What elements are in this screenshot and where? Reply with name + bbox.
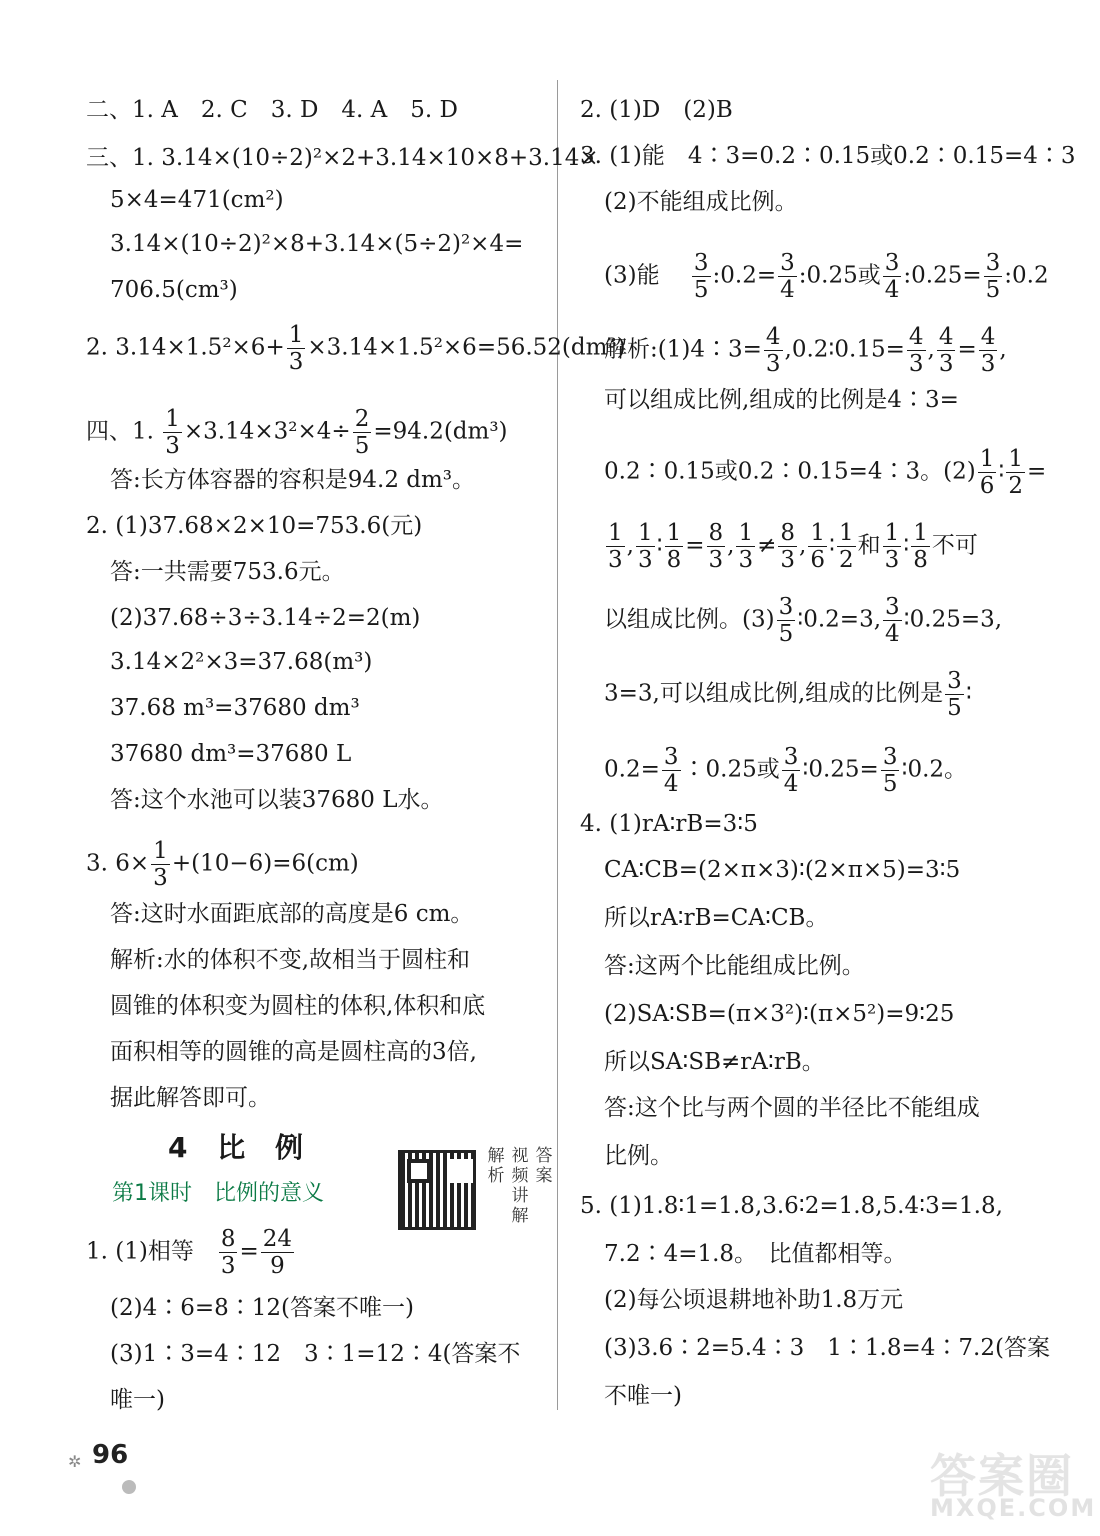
qr-caption-col: 解析 xyxy=(487,1146,505,1186)
denominator: 5 xyxy=(354,433,370,459)
denominator: 5 xyxy=(882,771,898,797)
answer-4-2-b: 答:一共需要753.6元。 xyxy=(110,559,345,585)
denominator: 3 xyxy=(738,547,754,573)
r-answer-3c: (3)能 $\frac{3}{5}$ :0.2= $\frac{3}{4}$ :0.25或 $\frac{3}{4}$ :0.25= $\frac{3}{5}$ :0.2 xyxy=(604,250,1049,303)
column-divider xyxy=(557,80,558,1410)
numerator: 1 xyxy=(884,520,900,546)
denominator: 2 xyxy=(838,547,854,573)
denominator: 5 xyxy=(985,277,1001,303)
section-title: 4 比 例 xyxy=(168,1131,313,1164)
denominator: 4 xyxy=(780,277,795,303)
r-answer-3a: 3. (1)能 4∶3=0.2∶0.15或0.2∶0.15=4∶3 xyxy=(580,143,1076,169)
answer-3-1-line1: 三、1. 3.14×(10÷2)²×2+3.14×10×8+3.14× xyxy=(86,145,599,171)
denominator: 4 xyxy=(663,771,679,797)
expr-part: 0.2= xyxy=(604,756,660,783)
denominator: 5 xyxy=(947,695,962,721)
fraction xyxy=(837,520,856,573)
fraction xyxy=(1006,446,1025,499)
expr-part: 四、1. xyxy=(86,418,162,445)
numerator: 1 xyxy=(608,520,623,546)
watermark-logo: 答案圈 xyxy=(930,1449,1074,1503)
fraction xyxy=(945,668,964,721)
expr-part: (3)能 xyxy=(604,262,660,289)
numerator: 3 xyxy=(884,250,900,276)
numerator: 1 xyxy=(666,520,682,546)
answer-3-2 xyxy=(86,322,626,375)
qr-caption-col: 视频讲解 xyxy=(511,1146,529,1226)
fraction xyxy=(979,324,998,377)
numerator: 4 xyxy=(938,324,954,350)
numerator: 3 xyxy=(947,668,962,694)
numerator: 1 xyxy=(165,406,180,432)
denominator: 3 xyxy=(708,547,724,573)
answer-4-3-reply: 答:这时水面距底部的高度是6 cm。 xyxy=(110,901,474,927)
fraction xyxy=(911,520,930,573)
numerator: 2 xyxy=(354,406,370,432)
fraction xyxy=(287,322,306,375)
answer-4-2-d: 3.14×2²×3=37.68(m³) xyxy=(110,649,373,675)
numerator: 3 xyxy=(780,250,795,276)
fraction xyxy=(883,250,902,303)
answer-section-2 xyxy=(86,96,458,124)
numerator: 1 xyxy=(810,520,825,546)
numerator: 8 xyxy=(780,520,796,546)
page-number: 96 xyxy=(92,1440,129,1470)
fraction xyxy=(606,520,625,573)
numerator: 1 xyxy=(153,838,168,864)
denominator: 3 xyxy=(980,351,996,377)
answer-4-2-a: 2. (1)37.68×2×10=753.6(元) xyxy=(86,513,423,539)
denominator: 3 xyxy=(938,351,954,377)
fraction xyxy=(261,1226,294,1279)
denominator: 3 xyxy=(288,349,304,375)
numerator: 8 xyxy=(220,1226,236,1252)
expr-part: 3. 6× xyxy=(86,850,150,877)
numerator: 3 xyxy=(663,744,679,770)
numerator: 4 xyxy=(765,324,781,350)
r-answer-4c: 所以rA∶rB=CA∶CB。 xyxy=(604,905,829,931)
r-analysis-3: 0.2∶0.15或0.2∶0.15=4∶3。(2) $\frac{1}{6}$ ∶ $\frac{1}{2}$ = xyxy=(604,446,1047,499)
fraction xyxy=(707,520,726,573)
analysis-line4: 据此解答即可。 xyxy=(110,1085,271,1111)
fraction xyxy=(881,744,900,797)
r-answer-5a: 5. (1)1.8∶1=1.8,3.6∶2=1.8,5.4∶3=1.8, xyxy=(580,1193,1003,1219)
q1-line2: (2)4∶6=8∶12(答案不唯一) xyxy=(110,1295,414,1321)
denominator: 4 xyxy=(885,621,900,647)
expr-part: 1. (1)相等 xyxy=(86,1238,217,1265)
lesson-title: 第1课时 比例的意义 xyxy=(112,1181,324,1206)
fraction xyxy=(163,406,182,459)
answer-4-2-g: 答:这个水池可以装37680 L水。 xyxy=(110,787,444,813)
denominator: 9 xyxy=(270,1253,285,1279)
expr-part: 3=3,可以组成比例,组成的比例是 xyxy=(604,680,944,707)
numerator: 3 xyxy=(778,594,794,620)
page-dot xyxy=(122,1480,136,1494)
analysis-line1: 解析:水的体积不变,故相当于圆柱和 xyxy=(110,947,471,973)
watermark-url: MXQE.COM xyxy=(930,1494,1097,1522)
r-analysis-7: 0.2= $\frac{3}{4}$ ∶0.25或 $\frac{3}{4}$ ∶0.25= $\frac{3}{5}$ ∶0.2。 xyxy=(604,744,968,797)
numerator: 1 xyxy=(1008,446,1023,472)
numerator: 24 xyxy=(262,1226,293,1252)
answer-3-1-line4: 706.5(cm³) xyxy=(110,277,238,303)
expr-part: = xyxy=(239,1238,259,1265)
q1-line3: (3)1∶3=4∶12 3∶1=12∶4(答案不 xyxy=(110,1341,521,1367)
q1-line4: 唯一) xyxy=(110,1387,165,1413)
fraction xyxy=(978,446,997,499)
denominator: 3 xyxy=(884,547,900,573)
numerator: 1 xyxy=(738,520,754,546)
r-analysis-4: $\frac{1}{3}$ , $\frac{1}{3}$ ∶ $\frac{1}{8}$ = $\frac{8}{3}$ , $\frac{1}{3}$ ≠ $\frac{8}{3}$ , $\frac{1}{6}$ ∶ $\frac{1}{2}$ 和 $\frac{1}{3}$ ∶ $\frac{1}{8}$ 不可 xyxy=(608,520,978,573)
numerator: 1 xyxy=(288,322,304,348)
answer-4-3 xyxy=(86,838,359,891)
fraction xyxy=(984,250,1003,303)
r-answer-3b: (2)不能组成比例。 xyxy=(604,189,798,215)
answer-3-1-line3: 3.14×(10÷2)²×8+3.14×(5÷2)²×4= xyxy=(110,231,524,257)
r-analysis-2: 可以组成比例,组成的比例是4∶3= xyxy=(604,387,959,413)
fraction xyxy=(808,520,827,573)
r-answer-4e: (2)SA∶SB=(π×3²)∶(π×5²)=9∶25 xyxy=(604,1001,955,1027)
expr-part: 2. 3.14×1.5²×6+ xyxy=(86,334,285,361)
analysis-line2: 圆锥的体积变为圆柱的体积,体积和底 xyxy=(110,993,486,1019)
numerator: 3 xyxy=(882,744,898,770)
answer-3-1-line2: 5×4=471(cm²) xyxy=(110,187,284,213)
numerator: 3 xyxy=(885,594,900,620)
r-answer-4h: 比例。 xyxy=(604,1143,673,1169)
answer-4-1 xyxy=(86,406,508,459)
fraction xyxy=(782,744,801,797)
answer-4-2-f: 37680 dm³=37680 L xyxy=(110,741,352,767)
denominator: 3 xyxy=(637,547,653,573)
denominator: 6 xyxy=(810,547,825,573)
expr-part: 0.2∶0.15或0.2∶0.15=4∶3。(2) xyxy=(604,458,976,485)
denominator: 8 xyxy=(913,547,928,573)
numerator: 3 xyxy=(985,250,1001,276)
r-answer-4b: CA∶CB=(2×π×3)∶(2×π×5)=3∶5 xyxy=(604,857,961,883)
r-answer-4a: 4. (1)rA∶rB=3∶5 xyxy=(580,811,758,837)
numerator: 3 xyxy=(693,250,709,276)
denominator: 3 xyxy=(908,351,924,377)
denominator: 3 xyxy=(765,351,781,377)
fraction xyxy=(736,520,755,573)
r-answer-5e: 不唯一) xyxy=(604,1383,682,1409)
qr-caption xyxy=(486,1146,554,1226)
denominator: 4 xyxy=(884,277,900,303)
fraction xyxy=(764,324,783,377)
fraction xyxy=(662,744,681,797)
denominator: 2 xyxy=(1008,473,1023,499)
denominator: 6 xyxy=(979,473,995,499)
expr-part: 不可 xyxy=(931,532,978,559)
numerator: 3 xyxy=(783,744,799,770)
expr-part: 解析:(1)4∶3= xyxy=(604,336,762,363)
denominator: 3 xyxy=(780,547,796,573)
numerator: 1 xyxy=(637,520,653,546)
answer-text: 二、1. A 2. C 3. D 4. A 5. D xyxy=(86,97,458,123)
r-answer-2: 2. (1)D (2)B xyxy=(580,97,733,123)
r-answer-5c: (2)每公顷退耕地补助1.8万元 xyxy=(604,1287,904,1313)
numerator: 8 xyxy=(708,520,724,546)
expr-part: ×3.14×1.5²×6=56.52(dm³) xyxy=(307,334,626,361)
analysis-line3: 面积相等的圆锥的高是圆柱高的3倍, xyxy=(110,1039,477,1065)
r-answer-5b: 7.2∶4=1.8。 比值都相等。 xyxy=(604,1241,907,1267)
fraction xyxy=(907,324,926,377)
denominator: 5 xyxy=(778,621,794,647)
numerator: 1 xyxy=(838,520,854,546)
r-analysis-1: 解析:(1)4∶3= $\frac{4}{3}$ ,0.2∶0.15= $\frac{4}{3}$ , $\frac{4}{3}$ = $\frac{4}{3}$ , xyxy=(604,324,1007,377)
denominator: 8 xyxy=(666,547,682,573)
numerator: 1 xyxy=(913,520,928,546)
denominator: 3 xyxy=(608,547,623,573)
fraction xyxy=(937,324,956,377)
denominator: 3 xyxy=(153,865,168,891)
fraction xyxy=(665,520,684,573)
fraction xyxy=(883,594,902,647)
expr-part: +(10−6)=6(cm) xyxy=(171,850,359,877)
r-analysis-5: 以组成比例。(3) $\frac{3}{5}$ ∶0.2=3, $\frac{3}{4}$ ∶0.25=3, xyxy=(604,594,1003,647)
denominator: 3 xyxy=(165,433,180,459)
fraction xyxy=(777,594,796,647)
r-answer-4d: 答:这两个比能组成比例。 xyxy=(604,953,865,979)
fraction xyxy=(636,520,655,573)
numerator: 4 xyxy=(908,324,924,350)
fraction xyxy=(353,406,372,459)
r-answer-5d: (3)3.6∶2=5.4∶3 1∶1.8=4∶7.2(答案 xyxy=(604,1335,1050,1361)
fraction xyxy=(778,250,797,303)
expr-part: =94.2(dm³) xyxy=(373,418,508,445)
answer-4-2-c: (2)37.68÷3÷3.14÷2=2(m) xyxy=(110,605,421,631)
denominator: 5 xyxy=(693,277,709,303)
q1-line1 xyxy=(86,1226,296,1279)
denominator: 4 xyxy=(783,771,799,797)
r-analysis-6: 3=3,可以组成比例,组成的比例是 $\frac{3}{5}$ ∶ xyxy=(604,668,972,721)
numerator: 1 xyxy=(979,446,995,472)
fraction xyxy=(778,520,797,573)
qr-code-icon[interactable] xyxy=(398,1150,476,1230)
qr-caption-col: 答案 xyxy=(535,1146,553,1186)
numerator: 4 xyxy=(980,324,996,350)
answer-4-2-e: 37.68 m³=37680 dm³ xyxy=(110,695,360,721)
fraction xyxy=(219,1226,238,1279)
r-answer-4f: 所以SA∶SB≠rA∶rB。 xyxy=(604,1049,825,1075)
denominator: 3 xyxy=(220,1253,236,1279)
fraction xyxy=(151,838,170,891)
page-ornament-icon: ✲ xyxy=(68,1452,82,1471)
r-answer-4g: 答:这个比与两个圆的半径比不能组成 xyxy=(604,1095,980,1121)
expr-part: ×3.14×3²×4÷ xyxy=(183,418,351,445)
fraction xyxy=(692,250,711,303)
answer-4-1-reply: 答:长方体容器的容积是94.2 dm³。 xyxy=(110,467,476,493)
expr-part: 以组成比例。(3) xyxy=(604,606,775,633)
fraction xyxy=(883,520,902,573)
